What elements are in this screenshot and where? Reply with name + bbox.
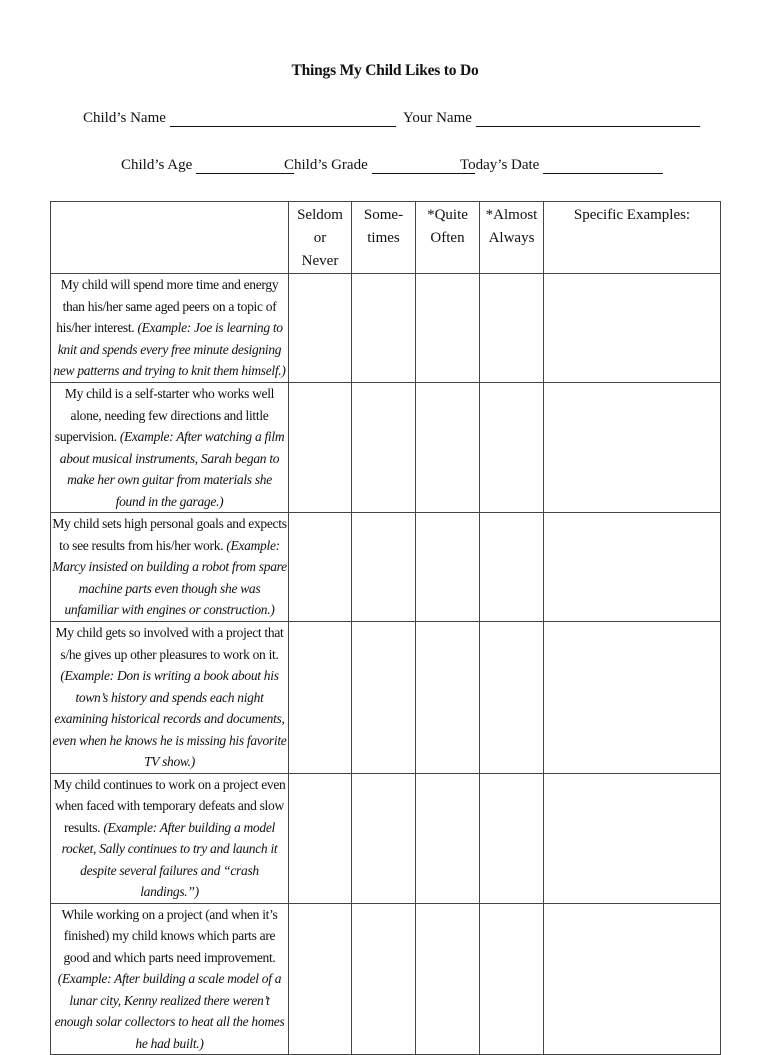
rating-cell-sometimes[interactable] — [352, 903, 416, 1055]
header-almost-line2: Always — [488, 230, 535, 246]
behavior-text: My child continues to work on a project even when faced with temporary defeats and slow results. — [53, 776, 286, 835]
header-sometimes-line1: Some- — [363, 207, 404, 223]
childs-age-label: Child’s Age — [121, 157, 193, 173]
header-quite-line2: Often — [430, 230, 465, 246]
rating-cell-almost-always[interactable] — [480, 513, 544, 622]
childs-name-blank[interactable] — [170, 112, 396, 127]
table-header-row — [51, 202, 721, 274]
rating-cell-sometimes[interactable] — [352, 622, 416, 774]
rating-cell-sometimes[interactable] — [352, 513, 416, 622]
header-quite-often — [416, 202, 480, 274]
todays-date-blank[interactable] — [543, 159, 663, 174]
rating-cell-almost-always[interactable] — [480, 903, 544, 1055]
rating-cell-almost-always[interactable] — [480, 274, 544, 383]
rating-cell-seldom[interactable] — [289, 622, 352, 774]
table-row — [51, 622, 721, 774]
rating-cell-quite-often[interactable] — [416, 513, 480, 622]
header-sometimes — [352, 202, 416, 274]
behavior-example: (Example: Joe is learning to knit and spends every free minute designing new patterns and trying to knit them himself.) — [53, 320, 286, 378]
todays-date-label: Today’s Date — [460, 157, 540, 173]
header-quite-line1: *Quite — [427, 207, 468, 223]
behavior-text: My child sets high personal goals and expects to see results from his/her work. — [52, 516, 287, 553]
childs-age-blank[interactable] — [196, 159, 294, 174]
header-sometimes-line2: times — [367, 230, 400, 246]
table-row — [51, 383, 721, 513]
rating-cell-almost-always[interactable] — [480, 773, 544, 903]
rating-cell-seldom[interactable] — [289, 274, 352, 383]
behavior-text: My child will spend more time and energy than his/her same aged peers on a topic of his/her interest. — [56, 277, 279, 335]
header-almost-always — [480, 202, 544, 274]
behavior-text: My child gets so involved with a project that s/he gives up other pleasures to work on it. — [55, 625, 284, 662]
behavior-cell — [51, 773, 289, 903]
behavior-cell — [51, 274, 289, 383]
rating-cell-quite-often[interactable] — [416, 622, 480, 774]
examples-cell[interactable] — [544, 383, 721, 513]
behavior-example: (Example: After building a scale model of a lunar city, Kenny realized there weren’t enough solar collectors to heat all the homes he had built.) — [54, 971, 285, 1051]
rating-cell-sometimes[interactable] — [352, 274, 416, 383]
page-title: Things My Child Likes to Do — [291, 62, 479, 79]
rating-cell-quite-often[interactable] — [416, 773, 480, 903]
behavior-cell — [51, 622, 289, 774]
behavior-example: (Example: Don is writing a book about his town’s history and spends each night examining historical records and documents, even when he knows he is missing his favorite TV show.) — [52, 668, 287, 769]
examples-cell[interactable] — [544, 274, 721, 383]
header-seldom-line1: Seldom or — [297, 207, 343, 246]
header-seldom-or-never — [289, 202, 352, 274]
todays-date-field — [460, 157, 663, 174]
childs-age-field — [121, 157, 294, 174]
behavior-cell — [51, 903, 289, 1055]
rating-cell-seldom[interactable] — [289, 903, 352, 1055]
table-row — [51, 903, 721, 1055]
header-behavior — [51, 202, 289, 274]
rating-cell-sometimes[interactable] — [352, 383, 416, 513]
examples-cell[interactable] — [544, 622, 721, 774]
rating-cell-seldom[interactable] — [289, 773, 352, 903]
childs-name-label: Child’s Name — [83, 110, 166, 126]
header-almost-line1: *Almost — [485, 207, 538, 223]
your-name-field — [403, 110, 700, 127]
childs-grade-field — [284, 157, 475, 174]
examples-cell[interactable] — [544, 903, 721, 1055]
behavior-example: (Example: After watching a film about musical instruments, Sarah began to make her own guitar from materials she found in the garage.) — [59, 429, 285, 509]
rating-cell-seldom[interactable] — [289, 513, 352, 622]
rating-cell-seldom[interactable] — [289, 383, 352, 513]
header-specific-examples: Specific Examples: — [544, 202, 721, 274]
childs-name-field — [83, 110, 396, 127]
childs-grade-label: Child’s Grade — [284, 157, 368, 173]
behavior-cell — [51, 513, 289, 622]
rating-cell-quite-often[interactable] — [416, 274, 480, 383]
behavior-text: While working on a project (and when it’s finished) my child knows which parts are good and which parts need improvement. — [61, 906, 278, 965]
table-row — [51, 773, 721, 903]
rating-cell-almost-always[interactable] — [480, 622, 544, 774]
examples-cell[interactable] — [544, 773, 721, 903]
header-seldom-line2: Never — [301, 253, 339, 269]
behavior-example: (Example: After building a model rocket, Sally continues to try and launch it despite several failures and “crash landings.”) — [61, 819, 278, 899]
your-name-blank[interactable] — [476, 112, 700, 127]
behavior-text: My child is a self-starter who works well alone, needing few directions and little supervision. — [54, 386, 275, 444]
table-row — [51, 513, 721, 622]
rating-cell-sometimes[interactable] — [352, 773, 416, 903]
rating-table — [50, 201, 721, 1055]
rating-cell-quite-often[interactable] — [416, 903, 480, 1055]
table-row — [51, 274, 721, 383]
rating-cell-quite-often[interactable] — [416, 383, 480, 513]
examples-cell[interactable] — [544, 513, 721, 622]
behavior-example: (Example: Marcy insisted on building a robot from spare machine parts even though she was unfamiliar with engines or construction.) — [52, 537, 287, 617]
your-name-label: Your Name — [403, 110, 472, 126]
behavior-cell — [51, 383, 289, 513]
rating-cell-almost-always[interactable] — [480, 383, 544, 513]
